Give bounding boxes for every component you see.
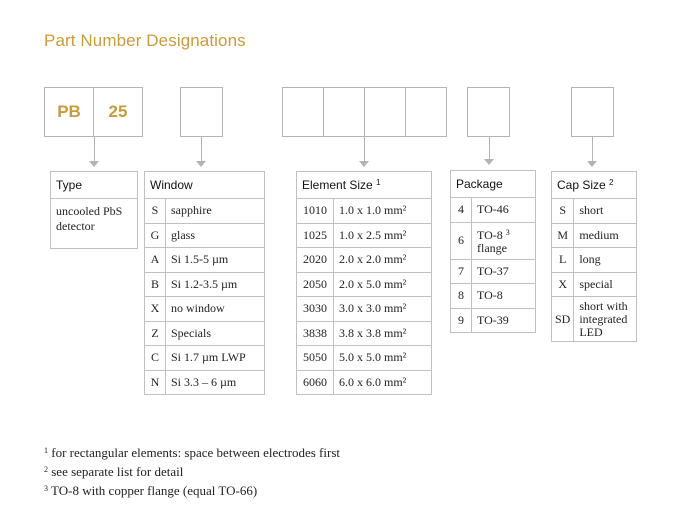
element-size-desc-text: 1.0 x 2.5 mm² <box>339 227 407 242</box>
package-desc-note: 3 <box>505 228 510 237</box>
window-arrow-head <box>196 161 206 167</box>
cap-size-code: X <box>552 272 574 297</box>
element-size-desc-text: 2.0 x 2.0 mm² <box>339 252 407 267</box>
window-code: B <box>145 272 166 297</box>
window-table <box>144 171 265 395</box>
element-arrow-head <box>359 161 369 167</box>
type-header: Type <box>51 172 138 199</box>
window-desc-text: no window <box>171 301 225 316</box>
cap-size-row <box>552 223 637 248</box>
cap-size-desc <box>574 272 637 297</box>
footnote-2 <box>44 464 183 480</box>
cap-size-header-text: Cap Size <box>557 178 606 192</box>
window-code: C <box>145 346 166 371</box>
window-code: S <box>145 199 166 224</box>
window-row <box>145 223 265 248</box>
cap-size-row <box>552 297 637 342</box>
element-code-box-2 <box>323 87 365 137</box>
element-size-desc-text: 3.0 x 3.0 mm² <box>339 301 407 316</box>
package-arrow-head <box>484 159 494 165</box>
package-row <box>451 284 536 309</box>
package-code: 6 <box>451 222 472 259</box>
cap-size-desc-text: short <box>579 203 604 218</box>
cap-size-code: S <box>552 199 574 224</box>
cap-arrow-line <box>592 137 593 161</box>
footnote-1 <box>44 445 340 461</box>
cap-size-desc-text: short with integrated LED <box>579 298 628 339</box>
footnote-1-text: for rectangular elements: space between electrodes first <box>51 445 340 460</box>
window-code: Z <box>145 321 166 346</box>
window-desc-text: Si 1.2-3.5 µm <box>171 276 238 291</box>
package-desc-text: TO-39 <box>477 312 509 327</box>
package-desc-text: TO-37 <box>477 263 509 278</box>
window-desc <box>166 199 265 224</box>
element-size-row <box>297 297 432 322</box>
size-code: 25 <box>108 102 128 121</box>
element-size-table <box>296 171 432 395</box>
package-code-box <box>467 87 510 137</box>
window-desc <box>166 297 265 322</box>
element-size-header-text: Element Size <box>302 178 373 192</box>
prefix-code-box <box>44 87 94 137</box>
element-size-desc <box>334 223 432 248</box>
element-size-desc <box>334 272 432 297</box>
cap-size-code: L <box>552 248 574 273</box>
element-size-row <box>297 272 432 297</box>
element-size-desc-text: 2.0 x 5.0 mm² <box>339 276 407 291</box>
window-code: N <box>145 370 166 395</box>
type-table <box>50 171 138 249</box>
element-size-row <box>297 370 432 395</box>
element-code-box-3 <box>364 87 406 137</box>
window-row <box>145 248 265 273</box>
cap-size-desc <box>574 223 637 248</box>
element-code-box-4 <box>405 87 447 137</box>
element-size-code: 3838 <box>297 321 334 346</box>
cap-arrow-head <box>587 161 597 167</box>
element-size-code: 6060 <box>297 370 334 395</box>
element-size-header <box>297 172 432 199</box>
element-size-row <box>297 223 432 248</box>
window-desc <box>166 223 265 248</box>
footnote-3 <box>44 483 257 499</box>
element-size-desc <box>334 321 432 346</box>
package-row <box>451 198 536 223</box>
package-header: Package <box>451 171 536 198</box>
element-size-desc <box>334 346 432 371</box>
cap-size-desc-text: long <box>579 252 601 267</box>
window-row <box>145 346 265 371</box>
type-arrow-head <box>89 161 99 167</box>
element-size-code: 2020 <box>297 248 334 273</box>
window-row <box>145 297 265 322</box>
window-desc-text: sapphire <box>171 203 212 218</box>
package-desc <box>472 308 536 333</box>
window-row <box>145 272 265 297</box>
window-code: A <box>145 248 166 273</box>
window-arrow-line <box>201 137 202 161</box>
size-code-box <box>93 87 143 137</box>
window-desc <box>166 370 265 395</box>
element-size-desc <box>334 248 432 273</box>
element-size-desc-text: 3.8 x 3.8 mm² <box>339 325 407 340</box>
cap-size-row <box>552 248 637 273</box>
element-size-desc <box>334 370 432 395</box>
cap-code-box <box>571 87 614 137</box>
type-value: uncooled PbS detector <box>51 199 138 249</box>
element-size-desc-text: 6.0 x 6.0 mm² <box>339 374 407 389</box>
package-desc <box>472 259 536 284</box>
window-desc-text: Specials <box>171 325 211 340</box>
package-row <box>451 222 536 259</box>
type-arrow-line <box>94 137 95 161</box>
cap-size-desc <box>574 248 637 273</box>
package-code: 9 <box>451 308 472 333</box>
package-desc <box>472 284 536 309</box>
window-code-box <box>180 87 223 137</box>
window-row <box>145 321 265 346</box>
prefix-code: PB <box>57 102 81 121</box>
window-desc <box>166 346 265 371</box>
package-desc <box>472 222 536 259</box>
footnote-3-text: TO-8 with copper flange (equal TO-66) <box>51 483 258 498</box>
package-code: 7 <box>451 259 472 284</box>
element-size-code: 2050 <box>297 272 334 297</box>
package-desc <box>472 198 536 223</box>
window-row <box>145 370 265 395</box>
page-title: Part Number Designations <box>44 31 246 50</box>
element-size-code: 5050 <box>297 346 334 371</box>
window-desc-text: Si 1.5-5 µm <box>171 252 229 267</box>
cap-size-desc-text: medium <box>579 227 619 242</box>
cap-size-row <box>552 199 637 224</box>
window-desc <box>166 321 265 346</box>
element-size-code: 3030 <box>297 297 334 322</box>
package-desc-text: TO-8 <box>477 228 503 242</box>
cap-size-code: SD <box>552 297 574 342</box>
window-desc-text: glass <box>171 227 195 242</box>
window-row <box>145 199 265 224</box>
element-size-row <box>297 321 432 346</box>
window-code: X <box>145 297 166 322</box>
element-size-desc-text: 5.0 x 5.0 mm² <box>339 350 407 365</box>
package-code: 8 <box>451 284 472 309</box>
element-size-code: 1025 <box>297 223 334 248</box>
element-size-header-note: 1 <box>376 178 381 187</box>
element-size-row <box>297 248 432 273</box>
cap-size-desc <box>574 297 637 342</box>
element-arrow-line <box>364 137 365 161</box>
footnote-2-mark: 2 <box>44 465 48 474</box>
element-size-code: 1010 <box>297 199 334 224</box>
footnote-2-text: see separate list for detail <box>51 464 184 479</box>
cap-size-desc <box>574 199 637 224</box>
package-row <box>451 259 536 284</box>
element-size-desc-text: 1.0 x 1.0 mm² <box>339 203 407 218</box>
element-size-row <box>297 346 432 371</box>
package-row <box>451 308 536 333</box>
window-desc-text: Si 1.7 µm LWP <box>171 350 246 365</box>
package-table <box>450 170 536 333</box>
element-code-box-1 <box>282 87 324 137</box>
window-desc <box>166 272 265 297</box>
package-desc-text: TO-8 <box>477 288 503 303</box>
cap-size-header-note: 2 <box>609 178 614 187</box>
window-header: Window <box>145 172 265 199</box>
cap-size-row <box>552 272 637 297</box>
cap-size-desc-text: special <box>579 276 613 291</box>
package-arrow-line <box>489 137 490 159</box>
cap-size-header <box>552 172 637 199</box>
cap-size-code: M <box>552 223 574 248</box>
package-code: 4 <box>451 198 472 223</box>
window-desc <box>166 248 265 273</box>
footnote-3-mark: 3 <box>44 484 48 493</box>
element-size-desc <box>334 199 432 224</box>
window-desc-text: Si 3.3 – 6 µm <box>171 374 237 389</box>
package-desc-line2: flange <box>477 241 507 255</box>
element-size-row <box>297 199 432 224</box>
window-code: G <box>145 223 166 248</box>
package-desc-text: TO-46 <box>477 202 509 217</box>
cap-size-table <box>551 171 637 342</box>
footnote-1-mark: 1 <box>44 446 48 455</box>
element-size-desc <box>334 297 432 322</box>
